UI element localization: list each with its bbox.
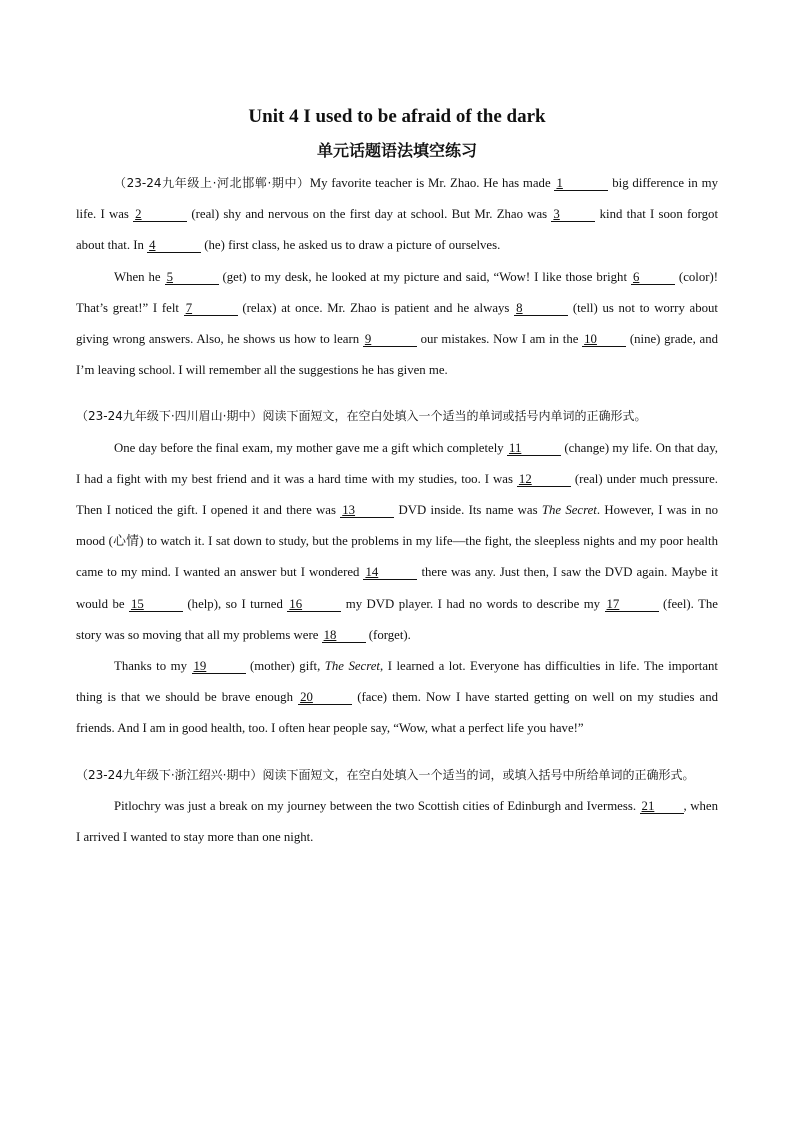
document-subtitle: 单元话题语法填空练习: [316, 141, 477, 160]
blank-14[interactable]: 14: [363, 565, 417, 580]
dvd-title: The Secret: [541, 503, 597, 518]
passage3-text: Pitlochry was just a break on my journey between the two Scottish cities of Edinburgh and Ivermess.: [114, 798, 640, 813]
blank-21[interactable]: 21: [640, 799, 684, 814]
passage1-text: When he: [114, 269, 165, 284]
passage3-paragraph1: [76, 791, 718, 853]
passage1-text: (get) to my desk, he looked at my picture and said, “Wow! I like those bright: [218, 269, 631, 284]
passage2-text: (feel). The story was so moving that all my problems were: [76, 596, 718, 642]
passage2-text: One day before the final exam, my mother gave me a gift which completely: [114, 440, 508, 455]
blank-10[interactable]: 10: [582, 332, 626, 347]
passage2-text: (real) under much pressure. Then I noticed the gift. I opened it and there was: [76, 471, 718, 518]
passage2-paragraph1: [76, 433, 718, 651]
passage1-paragraph2: [76, 262, 718, 387]
passage2-text: (help), so I turned: [182, 596, 288, 611]
blank-15[interactable]: 15: [129, 597, 183, 612]
blank-12[interactable]: 12: [517, 472, 571, 487]
passage2-text: , I learned a lot. Everyone has difficulties in life. The important thing is that we should be brave enough: [76, 659, 718, 705]
passage2-text: (forget).: [365, 627, 411, 642]
passage3-instruction-text: （23-24九年级下·浙江绍兴·期中）阅读下面短文，在空白处填入一个适当的词，或填入括号中所给单词的正确形式。: [76, 767, 695, 782]
passage2-text: Thanks to my: [114, 659, 192, 674]
passage2-text: (mother) gift,: [245, 659, 325, 674]
blank-3[interactable]: 3: [551, 207, 595, 222]
blank-11[interactable]: 11: [507, 441, 561, 456]
passage2-text: DVD inside. Its name was: [394, 503, 542, 518]
passage3-text: , when I arrived I wanted to stay more than one night.: [76, 798, 718, 845]
passage1-text: kind that I soon forgot about that. In: [76, 207, 719, 253]
passage1-text: (tell) us not to worry about giving wrong answers. Also, he shows us how to learn: [76, 300, 718, 347]
passage1-text: our mistakes. Now I am in the: [416, 332, 583, 347]
blank-19[interactable]: 19: [192, 659, 246, 674]
passage1-text: My favorite teacher is Mr. Zhao. He has made: [309, 176, 555, 190]
blank-17[interactable]: 17: [605, 597, 659, 612]
blank-13[interactable]: 13: [340, 503, 394, 518]
passage2-text: my DVD player. I had no words to describe my: [341, 596, 605, 611]
passage2-text: . However, I was in no mood (心情) to watch it. I sat down to study, but the problems in my life—the fight, the sleepless nights and my poor health came to my mind. I wanted an answer but I wondered: [76, 503, 718, 580]
blank-5[interactable]: 5: [165, 270, 219, 285]
passage2-text: (face) them. Now I have started getting on well on my studies and friends. And I am in good health, too. I often hear people say, “Wow, what a perfect life you have!”: [76, 690, 719, 736]
passage1-source: （23-24九年级上·河北邯郸·期中）: [114, 176, 310, 190]
blank-6[interactable]: 6: [631, 270, 675, 285]
passage1-text: (color)! That’s great!” I felt: [76, 269, 719, 315]
blank-1[interactable]: 1: [554, 176, 608, 191]
passage1-text: (relax) at once. Mr. Zhao is patient and he always: [237, 300, 515, 315]
passage2-text: there was any. Just then, I saw the DVD again. Maybe it would be: [76, 565, 719, 611]
blank-8[interactable]: 8: [514, 301, 568, 316]
passage2-text: (change) my life. On that day, I had a fight with my best friend and it was a hard time with my studies, too. I was: [76, 440, 719, 486]
blank-9[interactable]: 9: [363, 332, 417, 347]
passage1-paragraph1: [76, 168, 718, 262]
passage2-instruction: [76, 401, 718, 432]
document-page: [76, 100, 718, 853]
passage2-paragraph2: [76, 651, 718, 745]
blank-20[interactable]: 20: [298, 690, 352, 705]
blank-4[interactable]: 4: [147, 238, 201, 253]
blank-16[interactable]: 16: [287, 597, 341, 612]
blank-7[interactable]: 7: [184, 301, 238, 316]
passage1-text: big difference in my life. I was: [76, 176, 718, 222]
passage2-instruction-text: （23-24九年级下·四川眉山·期中）阅读下面短文，在空白处填入一个适当的单词或括号内单词的正确形式。: [76, 409, 647, 424]
passage1-text: (he) first class, he asked us to draw a picture of ourselves.: [201, 238, 501, 253]
blank-18[interactable]: 18: [322, 628, 366, 643]
passage1-text: (nine) grade, and I’m leaving school. I will remember all the suggestions he has given me.: [76, 332, 718, 378]
dvd-title: The Secret: [324, 659, 380, 674]
blank-2[interactable]: 2: [133, 207, 187, 222]
document-title: Unit 4 I used to be afraid of the dark: [248, 106, 546, 127]
passage3-instruction: [76, 760, 718, 791]
passage1-text: (real) shy and nervous on the first day at school. But Mr. Zhao was: [187, 207, 552, 222]
